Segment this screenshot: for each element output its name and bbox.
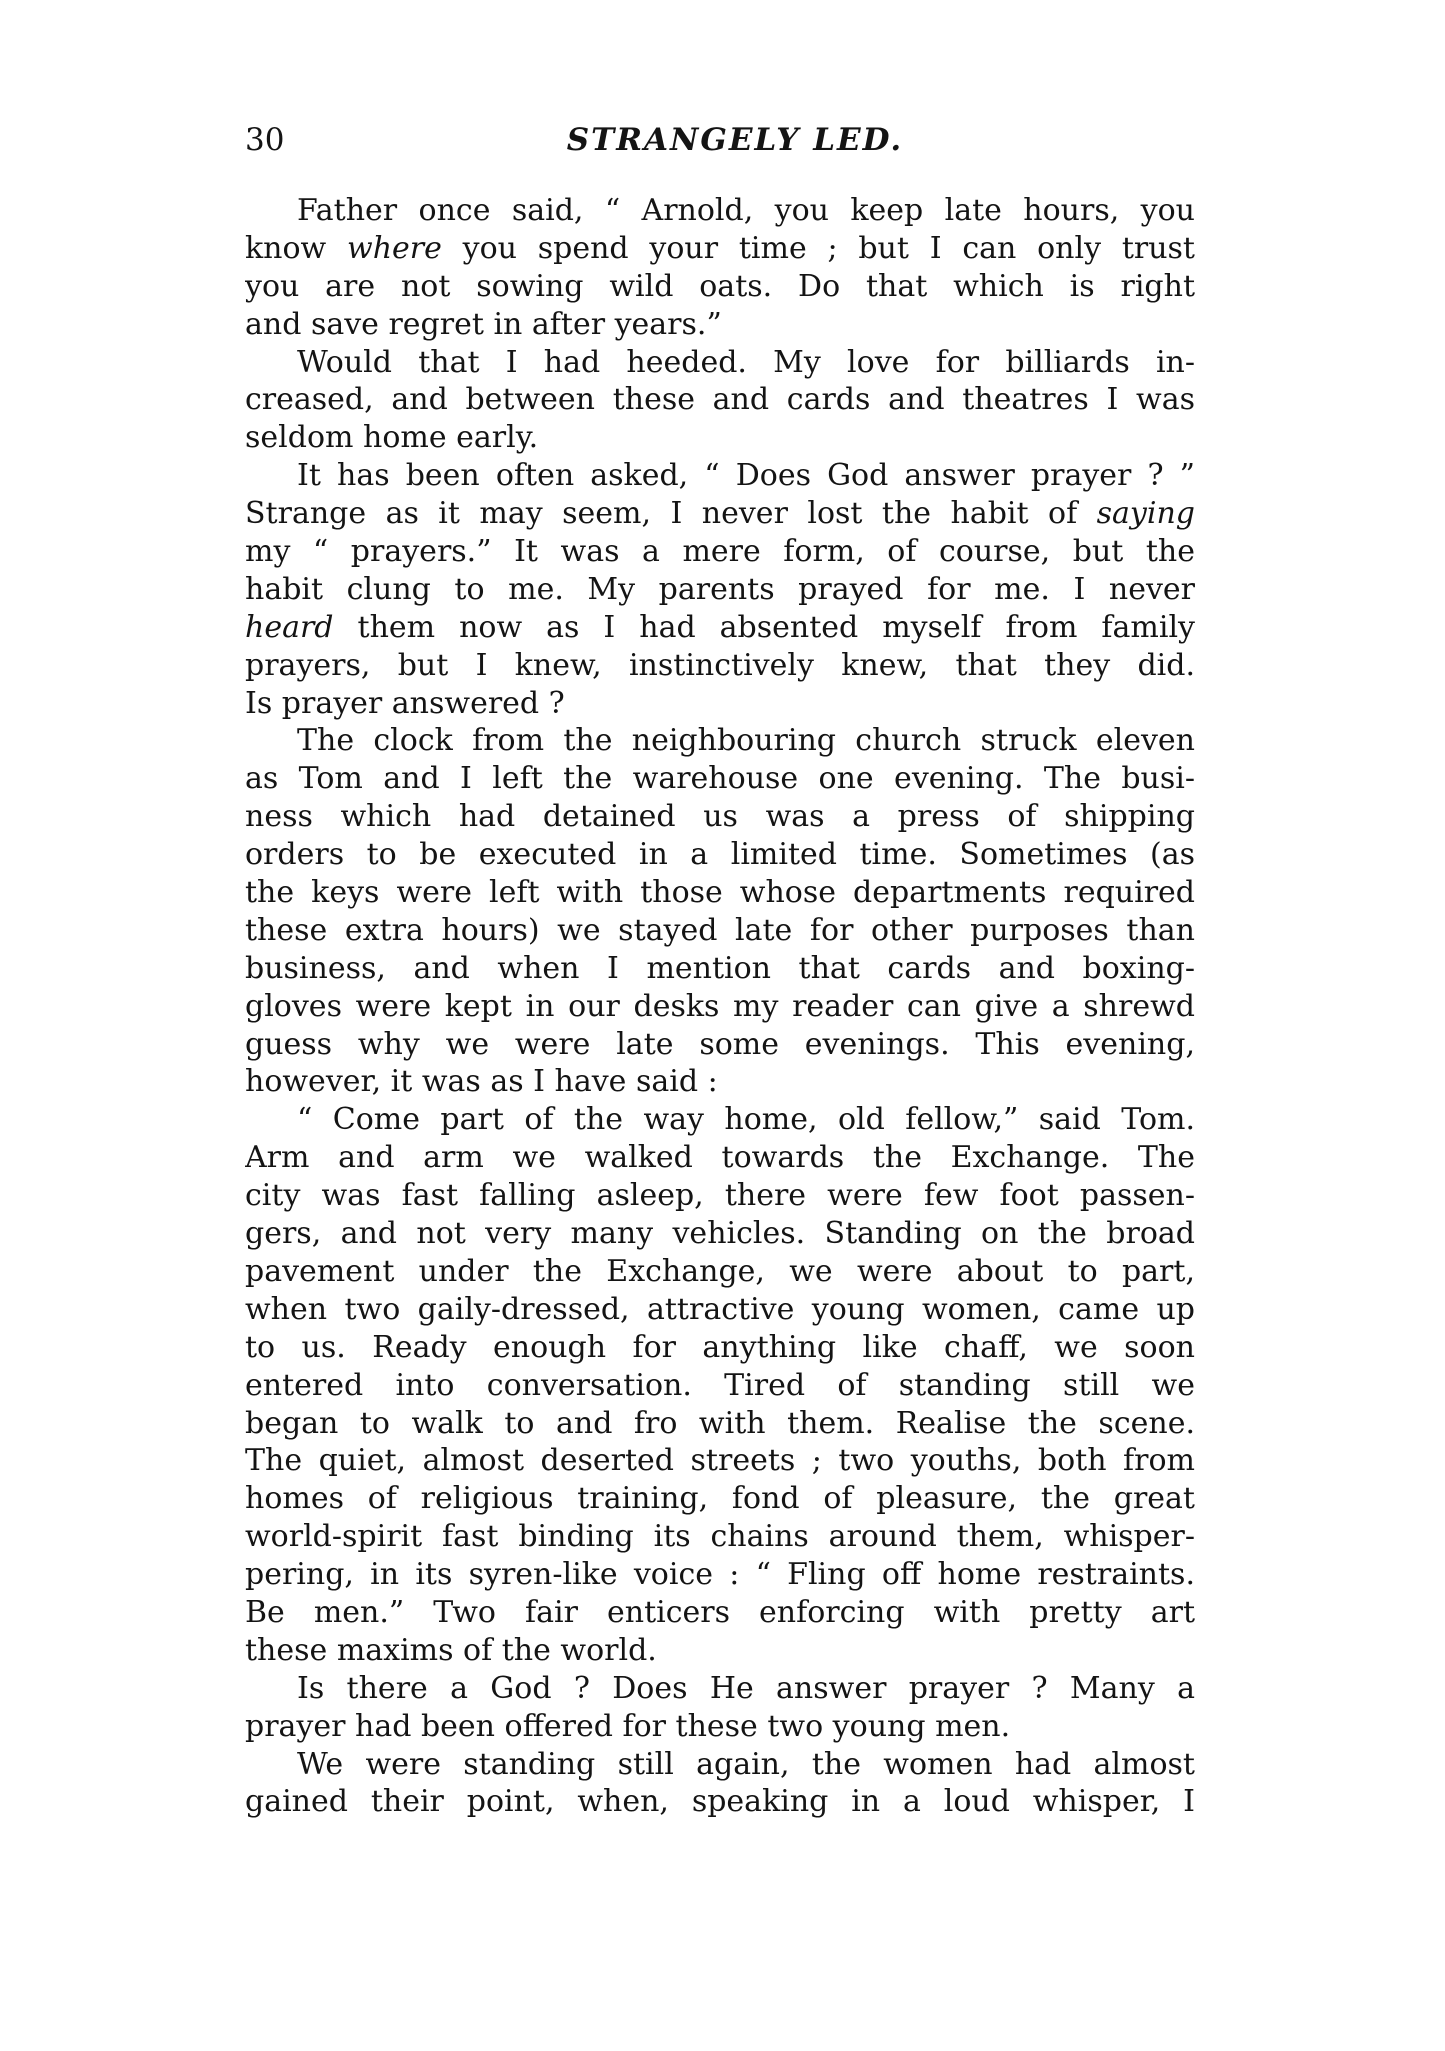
text-line: We were standing still again, the women had almost xyxy=(297,1746,1195,1782)
emphasis: where xyxy=(347,230,442,266)
text-line: prayers, but I knew, instinctively knew, that they did. xyxy=(245,647,1195,683)
text-line: entered into conversation. Tired of standing still we xyxy=(245,1367,1195,1403)
text-line: “ Come part of the way home, old fellow,” said Tom. xyxy=(297,1102,1195,1138)
text-line: creased, and between these and cards and theatres I was xyxy=(245,382,1195,418)
text-line: The quiet, almost deserted streets ; two youths, both from xyxy=(245,1443,1195,1479)
text-line: my “ prayers.” It was a mere form, of course, but the xyxy=(245,534,1195,570)
emphasis: saying xyxy=(1096,496,1195,532)
emphasis: heard xyxy=(245,609,334,645)
text-line: ness which had detained us was a press of shipping xyxy=(245,799,1195,835)
text-line: heard them now as I had absented myself from family xyxy=(245,609,1195,645)
text-line: as Tom and I left the warehouse one evening. The busi- xyxy=(245,761,1195,797)
text-line: seldom home early. xyxy=(245,420,539,456)
text-line: business, and when I mention that cards and boxing- xyxy=(245,950,1195,986)
text-line: Arm and arm we walked towards the Exchange. The xyxy=(245,1140,1195,1176)
text-line: Father once said, “ Arnold, you keep late hours, you xyxy=(297,193,1195,228)
text-line: pavement under the Exchange, we were about to part, xyxy=(245,1253,1195,1289)
running-title: STRANGELY LED. xyxy=(566,122,904,158)
text-line: Strange as it may seem, I never lost the habit of saying xyxy=(245,496,1195,532)
text-line: pering, in its syren-like voice : “ Fling off home restraints. xyxy=(245,1557,1195,1593)
text-line: orders to be executed in a limited time. Sometimes (as xyxy=(245,837,1195,873)
text-line: know where you spend your time ; but I can only trust xyxy=(245,230,1195,266)
text-line: to us. Ready enough for anything like chaff, we soon xyxy=(245,1329,1195,1365)
text-line: these maxims of the world. xyxy=(245,1632,657,1668)
text-line: gers, and not very many vehicles. Standing on the broad xyxy=(245,1216,1195,1252)
text-line: homes of religious training, fond of pleasure, the great xyxy=(245,1481,1195,1517)
text-line: gloves were kept in our desks my reader can give a shrewd xyxy=(245,988,1195,1024)
text-line: habit clung to me. My parents prayed for me. I never xyxy=(245,571,1195,607)
body-text xyxy=(245,192,1195,1821)
text-line: these extra hours) we stayed late for other purposes than xyxy=(245,912,1195,948)
text-line: guess why we were late some evenings. This evening, xyxy=(245,1026,1195,1062)
text-line: city was fast falling asleep, there were few foot passen- xyxy=(245,1178,1195,1214)
text-line: It has been often asked, “ Does God answer prayer ? ” xyxy=(297,458,1195,494)
running-head xyxy=(245,115,1195,165)
text-line: began to walk to and fro with them. Realise the scene. xyxy=(245,1405,1195,1441)
text-line: and save regret in after years.” xyxy=(245,306,722,342)
text-line: when two gaily-dressed, attractive young women, came up xyxy=(245,1291,1195,1327)
text-line: prayer had been offered for these two young men. xyxy=(245,1708,1011,1744)
text-line: you are not sowing wild oats. Do that which is right xyxy=(245,268,1195,304)
text-line: Be men.” Two fair enticers enforcing with pretty art xyxy=(245,1594,1195,1630)
text-line: however, it was as I have said : xyxy=(245,1064,718,1100)
text-line: world-spirit fast binding its chains around them, whisper- xyxy=(245,1519,1195,1555)
text-line: the keys were left with those whose departments required xyxy=(245,875,1195,911)
text-line: gained their point, when, speaking in a loud whisper, I xyxy=(245,1784,1195,1820)
text-line: Is there a God ? Does He answer prayer ? Many a xyxy=(297,1670,1195,1706)
text-line: Would that I had heeded. My love for billiards in- xyxy=(297,344,1195,380)
text-line: Is prayer answered ? xyxy=(245,685,565,721)
text-line: The clock from the neighbouring church struck eleven xyxy=(297,723,1195,759)
page-number: 30 xyxy=(245,122,285,158)
